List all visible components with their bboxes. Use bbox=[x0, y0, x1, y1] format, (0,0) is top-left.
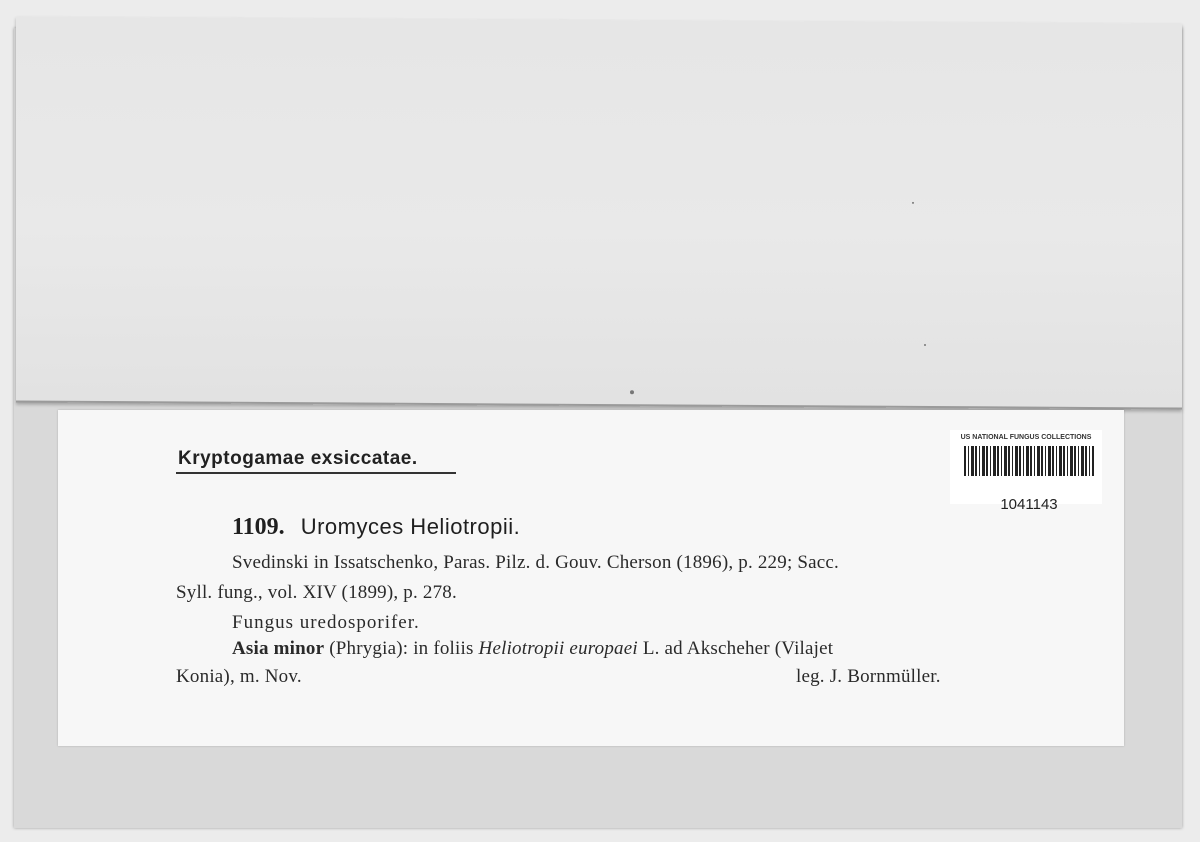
specimen-label bbox=[58, 410, 1124, 746]
flap-speck bbox=[630, 390, 634, 394]
collector: leg. J. Bornmüller. bbox=[796, 666, 941, 687]
locality-line-1 bbox=[232, 638, 833, 660]
locality-line-2: Konia), m. Nov. bbox=[176, 666, 302, 687]
barcode-label bbox=[950, 430, 1102, 513]
host-name: Heliotropii europaei bbox=[478, 638, 638, 659]
barcode-number: 1041143 bbox=[1000, 496, 1058, 513]
envelope-flap bbox=[16, 16, 1182, 409]
entry-heading bbox=[232, 514, 520, 541]
citation-line-2: Syll. fung., vol. XIV (1899), p. 278. bbox=[176, 582, 457, 603]
locality-region: Asia minor bbox=[232, 638, 325, 659]
series-title: Kryptogamae exsiccatae. bbox=[178, 448, 418, 469]
species-name: Uromyces Heliotropii. bbox=[300, 514, 521, 539]
entry-number: 1109. bbox=[232, 514, 285, 540]
barcode-caption: US NATIONAL FUNGUS COLLECTIONS bbox=[960, 434, 1092, 441]
flap-speck bbox=[912, 202, 914, 204]
flap-speck bbox=[924, 344, 926, 346]
citation-line-1: Svedinski in Issatschenko, Paras. Pilz. d. Gouv. Cherson (1896), p. 229; Sacc. bbox=[232, 552, 839, 573]
series-title-underline bbox=[176, 472, 456, 474]
barcode-image bbox=[964, 446, 1094, 513]
locality-text-1: (Phrygia): in foliis bbox=[329, 638, 474, 659]
locality-text-2: L. ad Akscheher (Vilajet bbox=[642, 638, 834, 659]
fungus-note: Fungus uredosporifer. bbox=[232, 612, 420, 633]
